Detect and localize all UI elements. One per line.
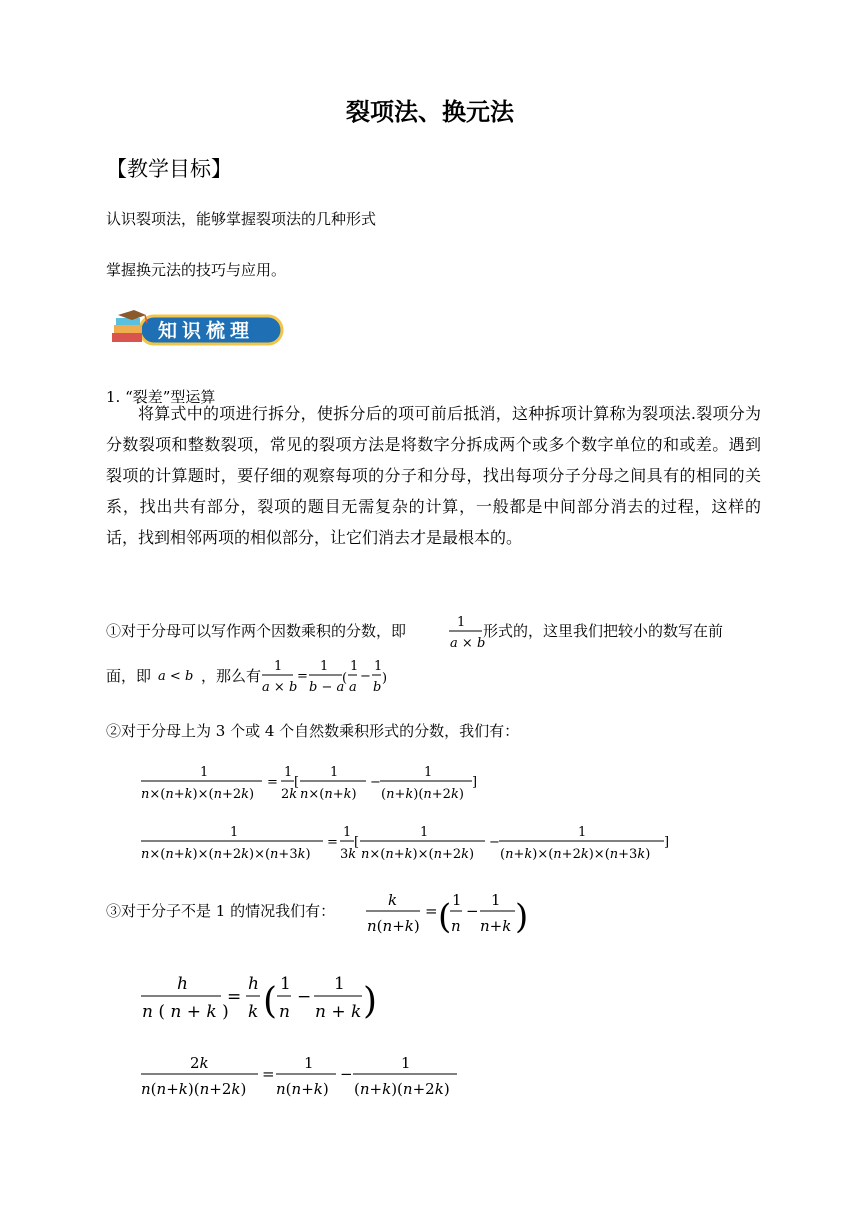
- svg-text:b − a: b − a: [309, 680, 345, 695]
- svg-text:b: b: [373, 680, 382, 695]
- rule1-text-a: ①对于分母可以写作两个因数乘积的分数，即: [106, 622, 407, 640]
- svg-text:n×(n+k)×(n+2k): n×(n+k)×(n+2k): [361, 847, 475, 862]
- svg-text:=: =: [267, 775, 278, 790]
- svg-text:n+k: n+k: [480, 917, 512, 935]
- rule2-text: ②对于分母上为 3 个或 4 个自然数乘积形式的分数，我们有：: [106, 722, 520, 740]
- svg-text:(: (: [263, 981, 278, 1022]
- item1-paragraph: 将算式中的项进行拆分，使拆分后的项可前后抵消，这种拆项计算称为裂项法.裂项分为分数裂项和整数裂项，常见的裂项方法是将数字分拆成两个或多个数字单位的和或差。遇到裂项的计算题时，要仔细的观察每项的分子和分母，找出每项分子分母之间具有的相同的关系，找出共有部分，裂项的题目无需复杂的计算，一般都是中间部分消去的过程，这样的话，找到相邻两项的相似部分，让它们消去才是最根本的。: [106, 404, 761, 547]
- svg-text:a × b: a × b: [450, 636, 486, 651]
- svg-text:1: 1: [491, 891, 501, 909]
- svg-text:n: n: [451, 917, 461, 935]
- svg-text:]: ]: [472, 775, 478, 790]
- svg-text:2k: 2k: [190, 1054, 209, 1072]
- svg-text:1: 1: [334, 974, 345, 994]
- formula-2k-numerator: [141, 1054, 457, 1098]
- rule1-text-b: 形式的，这里我们把较小的数写在前: [483, 622, 724, 640]
- svg-text:k: k: [248, 1002, 259, 1022]
- svg-text:n ( n + k ): n ( n + k ): [142, 1002, 229, 1022]
- rule1-text-c: 面，即: [106, 667, 152, 685]
- svg-text:1: 1: [274, 659, 283, 674]
- formula-three-factors: [141, 765, 477, 802]
- section-heading: 【教学目标】: [106, 157, 232, 181]
- svg-text:−: −: [489, 835, 500, 850]
- svg-text:=: =: [297, 669, 308, 684]
- rule1-text-d: ，那么有: [201, 667, 262, 685]
- svg-text:a < b: a < b: [158, 669, 194, 684]
- svg-text:=: =: [425, 902, 438, 920]
- svg-text:−: −: [297, 987, 312, 1007]
- formula-split-two-factors: [262, 659, 387, 695]
- svg-text:a: a: [349, 680, 357, 695]
- svg-text:−: −: [370, 775, 381, 790]
- svg-text:): ): [382, 671, 388, 686]
- rule3-text: ③对于分子不是 1 的情况我们有：: [106, 902, 336, 920]
- svg-text:1: 1: [280, 974, 291, 994]
- svg-text:1: 1: [401, 1054, 411, 1072]
- svg-text:=: =: [227, 987, 242, 1007]
- svg-text:1: 1: [200, 765, 209, 780]
- svg-text:n(n+k)(n+2k): n(n+k)(n+2k): [141, 1080, 247, 1098]
- svg-text:1: 1: [350, 659, 359, 674]
- svg-text:1: 1: [320, 659, 329, 674]
- svg-text:[: [: [354, 835, 360, 850]
- svg-text:(n+k)(n+2k): (n+k)(n+2k): [381, 787, 464, 802]
- svg-text:1: 1: [304, 1054, 314, 1072]
- formula-1-over-ab: [449, 615, 485, 651]
- formula-k-numerator: [366, 891, 528, 937]
- svg-text:1: 1: [330, 765, 339, 780]
- svg-text:−: −: [360, 669, 371, 684]
- svg-text:=: =: [327, 835, 338, 850]
- svg-text:(n+k)×(n+2k)×(n+3k): (n+k)×(n+2k)×(n+3k): [500, 847, 651, 862]
- svg-text:n×(n+k)×(n+2k): n×(n+k)×(n+2k): [141, 787, 255, 802]
- svg-text:k: k: [388, 891, 398, 909]
- svg-text:n(n+k): n(n+k): [276, 1080, 329, 1098]
- svg-text:(n+k)(n+2k): (n+k)(n+2k): [354, 1080, 450, 1098]
- svg-text:1: 1: [230, 825, 239, 840]
- svg-text:a × b: a × b: [262, 680, 298, 695]
- formula-h-numerator: [141, 974, 377, 1022]
- banner-label: 知识梳理: [158, 320, 255, 342]
- svg-text:1: 1: [452, 891, 462, 909]
- objective-1: 认识裂项法，能够掌握裂项法的几种形式: [106, 210, 377, 228]
- objective-2: 掌握换元法的技巧与应用。: [106, 261, 287, 279]
- svg-text:h: h: [177, 974, 188, 994]
- svg-text:n×(n+k): n×(n+k): [300, 787, 357, 802]
- svg-text:1: 1: [343, 825, 352, 840]
- svg-text:h: h: [248, 974, 259, 994]
- svg-text:1: 1: [424, 765, 433, 780]
- svg-text:]: ]: [664, 835, 670, 850]
- svg-text:=: =: [262, 1065, 275, 1083]
- svg-text:n(n+k): n(n+k): [367, 917, 420, 935]
- formula-four-factors: [141, 825, 669, 862]
- svg-text:): ): [515, 897, 529, 937]
- svg-text:1: 1: [284, 765, 293, 780]
- svg-text:−: −: [466, 902, 479, 920]
- page-title: 裂项法、换元法: [346, 98, 514, 126]
- item1-heading: 1. “裂差”型运算: [106, 388, 216, 406]
- svg-text:1: 1: [420, 825, 429, 840]
- svg-text:n: n: [279, 1002, 290, 1022]
- svg-text:2k: 2k: [281, 787, 298, 802]
- svg-text:3k: 3k: [340, 847, 357, 862]
- svg-text:1: 1: [457, 615, 466, 630]
- svg-text:): ): [363, 981, 378, 1022]
- svg-text:−: −: [340, 1065, 353, 1083]
- svg-text:1: 1: [578, 825, 587, 840]
- svg-text:1: 1: [374, 659, 383, 674]
- svg-text:(: (: [438, 897, 452, 937]
- svg-text:n + k: n + k: [315, 1002, 362, 1022]
- svg-text:n×(n+k)×(n+2k)×(n+3k): n×(n+k)×(n+2k)×(n+3k): [141, 847, 311, 862]
- svg-text:[: [: [294, 775, 300, 790]
- formula-a-less-b: [158, 669, 193, 684]
- svg-text:(: (: [342, 671, 348, 686]
